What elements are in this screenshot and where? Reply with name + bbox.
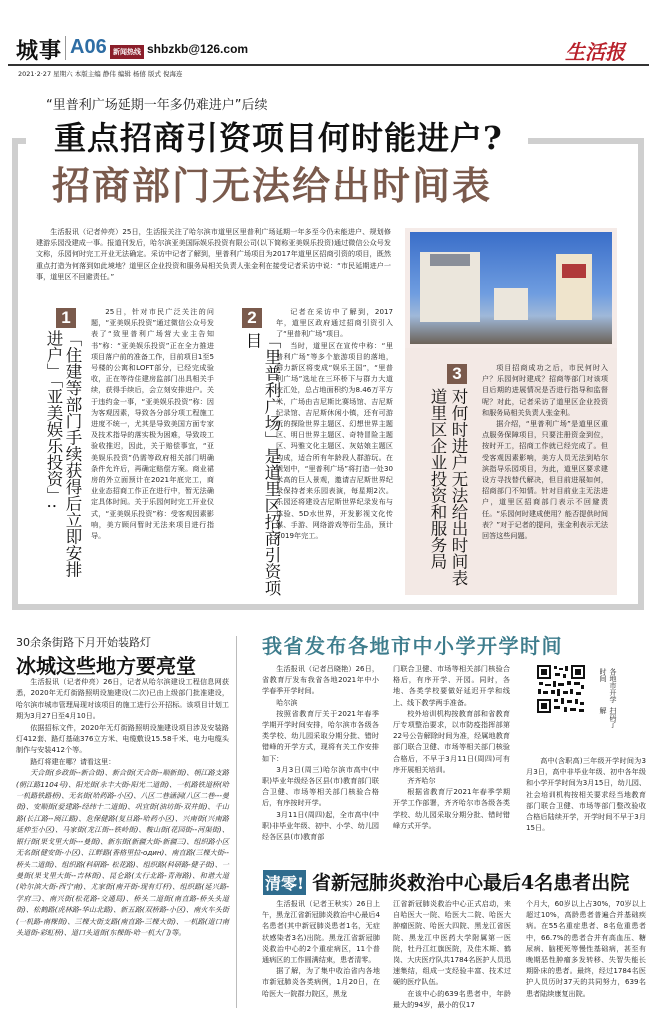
lead-paragraph <box>36 226 391 282</box>
section-number-3: 3 <box>447 364 467 384</box>
qr-caption <box>598 668 618 728</box>
section2-paragraph: 记者在采访中了解到，2017年，道里区政府通过招商引资引入了“里普利广场”项目。 <box>276 307 393 339</box>
school-paragraph: 门联合卫健、市场等相关部门核验合格后，有序开学、开园。同时，各地、各类学校要做好延迟开学和线上、线下教学两手准备。 <box>393 664 510 707</box>
newspaper-logo: 生活报 <box>565 40 625 64</box>
frame-corner-left <box>12 138 26 144</box>
covid-column-1 <box>262 898 380 999</box>
photo-building-windows <box>430 254 470 266</box>
lead-headline[interactable]: 重点招商引资项目何时能进户? <box>54 119 503 157</box>
frame-corner-right <box>528 138 644 144</box>
covid-paragraph: 据了解，为了集中收治省内各地市新冠肺炎各类病例，1月20日，在哈医大一院群力院区，黑龙 <box>262 966 380 998</box>
lead-kicker: “里普利广场延期一年多仍难进户”后续 <box>46 98 268 113</box>
streetlight-body <box>16 676 229 938</box>
school-column-2 <box>393 663 510 831</box>
column-divider <box>236 636 237 1008</box>
school-paragraph: 按照省教育厅关于2021年春季学期开学时间安排，哈尔滨市各级各类学校、幼儿园采取分期分批、错时错峰的开学方式，现将有关工作安排如下： <box>262 708 379 763</box>
section3-paragraph: 据介绍，“里普利广场”是道里区重点服务保障项目，只要注册资金到位，按时开工，招商工作就已经完成了。但受客观因素影响，美方人员无法到哈尔滨指导乐园项目，为此，道里区要求建设方寻找替代解决，但目前进展如何，招商部门不知情。针对目前业主无法进户，道里区招商部门表示不回避责任。“乐园何时建成使用？能否提供时间表？”对于记者的提问，张金利表示无法回答这些问题。 <box>482 419 608 541</box>
qr-caption-line2: 扫码了解 <box>599 706 617 728</box>
school-paragraph: 高中(含职高)三年级开学时间为3月3日，高中非毕业年级、初中各年级和小学开学时间为3月15日，幼儿园、社会培训机构按相关要求经当地教育部门联合卫健、市场等部门整改验收合格后陆续开学，开学时间不早于3月15日。 <box>526 756 646 833</box>
section-number-2: 2 <box>242 308 262 328</box>
school-paragraph: 3月11日(周四)起，全市高中(中职)非毕业年级、初中、小学、幼儿园经各区县(市)教育部 <box>262 809 379 842</box>
qr-code[interactable] <box>537 665 585 713</box>
covid-paragraph: 江省新冠肺炎救治中心正式启动，来自哈医大一院、哈医大二院、哈医大肿瘤医院、哈医大四院、黑龙江省医院、黑龙江中医药大学附属第一医院，牡丹江红旗医院，及佳木斯、鹤岗、大庆医疗队共1784名医护人员迅速集结，组成一支经验丰富、技术过硬的医疗队伍。 <box>393 899 511 987</box>
streetlight-paragraph: 生活报讯（记者仲亮）26日，记者从哈尔滨建设工程信息网获悉，2020年无灯街路照明设施建设(二次)已由上级部门批准建设，哈尔滨市城市管理局现对该项目的施工进行公开招标。该项目计划工期为3月27日至4月10日。 <box>16 677 229 721</box>
lead-subheadline[interactable]: 招商部门无法给出时间表 <box>52 164 493 208</box>
covid-paragraph: 个月大，60岁以上占30%，70岁以上超过10%，高龄患者普遍合并基础疾病。在55名重症患者、8名危重患者中，66.7%的患者合并有高血压、糖尿病、脑梗死等慢性基础病，甚至有晚期恶性肿瘤多发转移、失智失能长期卧床的患者。最终，经过1784名医护人员历时37天的共同努力，639名患者陆续康复出院。 <box>526 899 646 998</box>
section2-body <box>276 306 393 541</box>
section1-paragraph: 25日，针对市民广泛关注的问题，“亚美娱乐投资”通过微信公众号发表了“致里普利广场营大业主告知书”称：“亚美娱乐投资”正在全力推进项目落户前的准备工作，目前项目1至5号楼的公寓和LOFT部分，已经完成验收，正在等待住建房监部门出具相关手续，获得手续后，会立刻安排进户。关于违约金一事，“亚美娱乐投资”称：因为客观因素，导致各分部分项工程施工进度不统一，尤其是导致美国方面专家及技术指导的落实极为困难，导致竣工验收推迟，因此，关于赔偿事宜，“亚美娱乐投资”仍需等政府相关部门明确条件允许后，再确定赔偿方案。商业裙房的外立面预计在2021年底完工，商业业态招商工作正在进行中，暂无法确定具体时间。关于乐园何时完工开业仪式，“亚美娱乐投资”称：受客观因素影响，美方顾问暂时无法来项目进行指导。 <box>91 307 214 541</box>
streetlight-road-list: 天合街(乡政街--新合街)、新合街(天合街--顺新街)、朝江路支路(朝江路1104号)、阳光街(永丰大街-阳光二道街)、一机路铁道桥(哈一机路铁路桥)、无名街(哈药路-小区)、八区二巷涵洞(八区二巷---曼街)、安顺街(爱建路-经纬十二道街)、巩宜街(油坊街-双井街)、千山路(长江路--闽江路)、危保健路(复旦路-哈药小区)、兴南街(兴南路延伸至小区)、马家街(龙江街--铁岭街)、鞍山街(花园街--河渠街)、银行街(果戈里大街---曼街)、新东街(新疆大街-新疆三)、组织路小区无名街(健安街-小区)、江畔路(香格里拉-один)、南直路(三棵大街--桥头二道街)、组织路(科研路- 松花路)、组织路(科研路-健子街)、一曼街(果戈里大街--吉林街)、昆仑路(太行北路-青海路)、和谐大道(哈尔滨大街-西宁南)、尤家街(南开街-现有灯杆)、组织路(延兴路-学府三)、南兴街(松花路-交通局)、桥头二道街(南直路-桥头头道街)、松鹤路(虎林路-华山北路)、新五路(双桥路-小区)、南火车头街(一机路-南棵街)、三棵大街支路(南直路-三棵大街)、一机路(道口南头道街-彩虹桥)、道口头道街(东棵街-哈一机大门)等。 <box>16 768 229 937</box>
header-rule <box>8 64 649 66</box>
school-paragraph: 校外培训机构按教育部和省教育厅专项整治要求，以市防疫指挥部第22号公告解除时间为准，经属地教育部门联合卫健、市场等相关部门核验合格后，不早于3月11日(周四)可有序开展相关培训。 <box>393 708 510 774</box>
section3-title-line2: 道里区企业投资和服务局 <box>428 388 447 570</box>
section2-paragraph: 当时，道里区在宣传中称：“里普利广场”等多个旅游项目的落地，群力新区将变成“娱乐王国”，“里普利广场”选址在三环桥下与群力大道交汇处，总占地面积约为8.46万平方米，广场由吉尼斯比赛场馆、吉尼斯纪录馆、吉尼斯休闲小镇，还有可游玩的探险世界主题区、幻想世界主题区、明日世界主题区、奇特冒险主题区、玛雅文化主题区、灰姑娘主题区构成，适合所有年龄段人群游玩。在规划中，“里普利广场”将打造一处30米高的巨人景观，邀请吉尼斯世界纪录保持者来乐园表演，每星期2次。乐园还将建设吉尼斯世界纪录发布与体验、5D水世界，开发影视文化传媒、手游、网络游戏等衍生品，预计2019年完工。 <box>276 340 393 541</box>
page-number: A06 <box>70 36 107 58</box>
school-paragraph: 3月3日(周三)哈尔滨市高中(中职)毕业年级经各区县(市)教育部门联合卫健、市场等相关部门核验合格后，有序按时开学。 <box>262 764 379 808</box>
section2-title: 「里普利广场」是道里区招商引资项目 <box>243 332 281 596</box>
section3-paragraph: 项目招商成功之后，市民何时入户？乐园何时建成？招商等部门对该项目后期的进展情况是否进行指导和监督呢？对此，记者采访了道里区企业投资和服务局相关负责人张金利。 <box>482 363 608 417</box>
school-subhead-qiqihar: 齐齐哈尔 <box>407 776 436 786</box>
section3-title <box>428 388 468 588</box>
streetlight-paragraph: 依据招标文件，2020年无灯街路照明设施建设项目涉及安装路灯412套、路灯基础376立方米、电缆敷设15.58千米、电力电缆头制作与安装412个等。 <box>16 722 229 755</box>
covid-paragraph: 在该中心的639名患者中，年龄最大的94岁，最小的仅17 <box>393 988 511 1009</box>
hotline-badge: 新闻热线 <box>110 45 144 59</box>
qr-code-icon <box>537 665 585 713</box>
school-paragraph: 根据省教育厅2021年春季学期开学工作部署，齐齐哈尔市各级各类学校、幼儿园采取分期分批、错时错峰方式开学。 <box>393 787 510 830</box>
school-column-3 <box>526 755 646 833</box>
photo-frame <box>405 228 617 348</box>
lead-text: 生活报讯（记者仲亮）25日，生活报关注了哈尔滨市道里区里普利广场延期一年多至今仍未能进户、规划修建游乐园没建成一事。报道刊发后，哈尔滨亚美国际娱乐投资有限公司(以下简称亚美娱乐投资)通过微信公众号发文称，乐园何时完工开业无法确定。采访中记者了解到，里普利广场项目为2017年道里区招商引资的项目，既然重点打造为何落到如此境地？道里区企业投资和服务局相关负责人张金利在接受记者采访中说：“市民延期进户一事，道里区不回避责任。” <box>36 227 391 281</box>
section-number-1: 1 <box>56 308 76 328</box>
section3-title-line1: 对何时进户无法给出时间表 <box>449 388 468 586</box>
section3-body <box>482 362 608 541</box>
streetlight-kicker: 30余条街路下月开始装路灯 <box>16 636 151 649</box>
qr-caption-line1: 各地市开学时间 <box>599 668 617 703</box>
streetlight-paragraph: 路灯将建在哪？请看这里： <box>30 756 116 766</box>
section1-body <box>91 306 214 541</box>
school-headline[interactable]: 我省发布各地市中小学开学时间 <box>262 634 563 658</box>
header-separator <box>65 36 66 60</box>
school-paragraph: 生活报讯（记者吕晓艳）26日，省教育厅发布我省各地2021年中小学春季开学时间。 <box>262 664 379 696</box>
streetlight-headline[interactable]: 冰城这些地方要亮堂 <box>16 654 196 678</box>
covid-headline[interactable]: 省新冠肺炎救治中心最后4名患者出院 <box>312 872 630 894</box>
building-photo <box>410 232 612 344</box>
covid-column-2 <box>393 898 511 1010</box>
covid-column-3 <box>526 898 646 999</box>
photo-billboard <box>562 264 586 278</box>
photo-building-mid <box>494 288 528 320</box>
covid-paragraph: 生活报讯（记者王秋实）26日上午，黑龙江省新冠肺炎救治中心最后4名患者(其中新冠肺炎患者1名，无症状感染者3名)出院。黑龙江省新冠肺炎救治中心的2个重症病区，11个普通病区的工作圆满结束，患者清零。 <box>262 899 381 965</box>
school-column-1 <box>262 663 379 842</box>
covid-tag: 清零! <box>263 870 306 895</box>
section1-title: 「住建等部门手续获得后立即安排进户」「亚美娱乐投资」: <box>44 330 82 578</box>
hotline-email[interactable]: shbzkb@126.com <box>147 42 249 56</box>
issue-meta: 2021·2·27 星期六 本版主编 静伟 编辑 杨僖 版式 倪海连 <box>18 70 183 78</box>
school-subhead-harbin: 哈尔滨 <box>276 697 298 707</box>
section-title: 城事 <box>16 38 63 64</box>
